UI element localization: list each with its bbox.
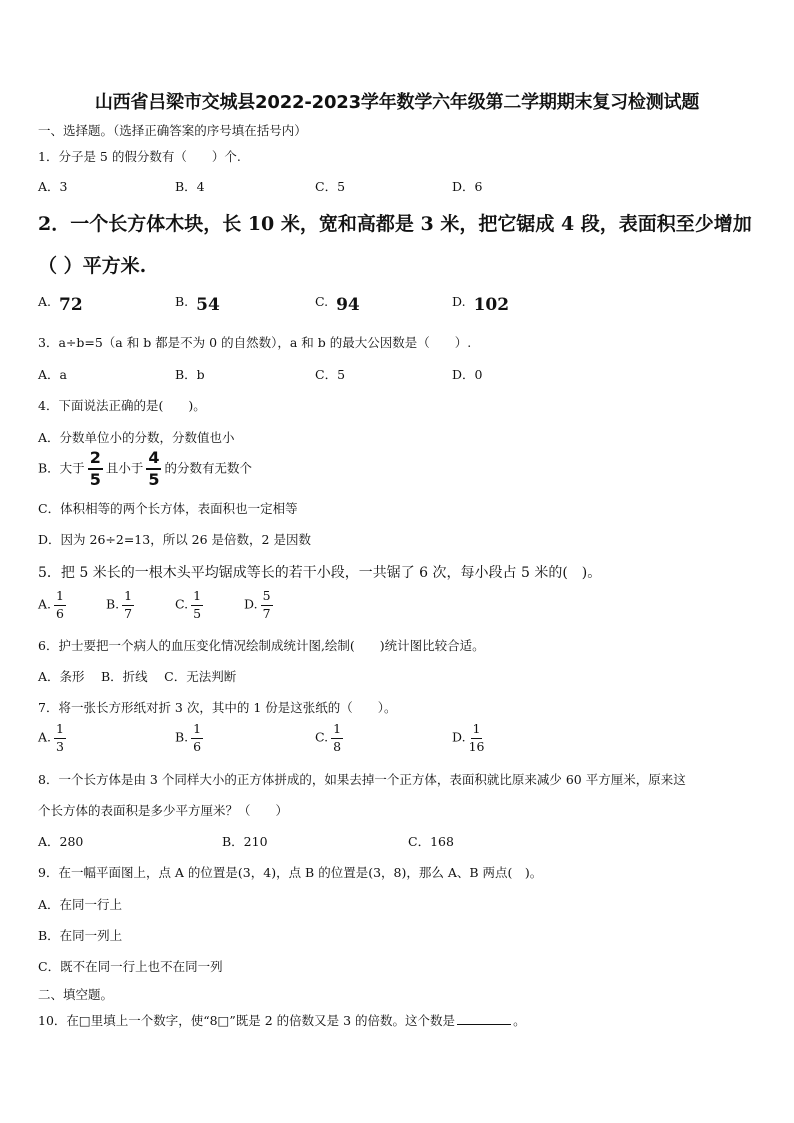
denominator: 3: [56, 738, 64, 754]
numerator: 5: [261, 590, 273, 606]
q2-option-d-label: D.: [452, 294, 466, 309]
q2-option-c: [315, 294, 360, 315]
q9-option-b: B．在同一列上: [38, 928, 123, 943]
denominator: 6: [56, 605, 64, 621]
question-9: 9．在一幅平面图上，点 A 的位置是(3，4)，点 B 的位置是(3，8)，那么 A、B 两点( )。: [38, 865, 543, 880]
section-heading-fill: 二、填空题。: [38, 987, 114, 1002]
fraction: [122, 590, 134, 620]
section-heading-choice: 一、选择题。（选择正确答案的序号填在括号内）: [38, 123, 307, 138]
q9-option-c: C．既不在同一行上也不在同一列: [38, 959, 223, 974]
q2-option-b-label: B.: [175, 294, 189, 309]
option-label: A.: [38, 596, 52, 612]
fraction: [261, 590, 273, 620]
q10-end: 。: [513, 1013, 526, 1028]
answer-blank[interactable]: [457, 1013, 511, 1025]
fraction: [191, 590, 203, 620]
q4-b-prefix: B．大于: [38, 460, 85, 476]
q2-option-b-value: 54: [196, 295, 220, 315]
numerator: 1: [122, 590, 134, 606]
denominator: 6: [193, 738, 202, 754]
q5-option-c: [175, 590, 206, 620]
numerator: 1: [54, 723, 66, 739]
denominator: 7: [124, 605, 133, 621]
question-4: 4．下面说法正确的是( )。: [38, 398, 206, 413]
q5-option-d: [244, 590, 276, 620]
denominator: 5: [89, 470, 101, 489]
q7-option-c: [315, 723, 346, 753]
q3-option-d: D．0: [452, 367, 483, 382]
q4-b-suffix: 的分数有无数个: [164, 460, 252, 476]
q2-option-a-label: A.: [38, 294, 52, 309]
denominator: 5: [193, 605, 202, 621]
option-label: B.: [106, 596, 120, 612]
fraction: [54, 723, 66, 753]
question-2-line-1: 2．一个长方体木块，长 10 米，宽和高都是 3 米，把它锯成 4 段，表面积至少增加: [38, 213, 752, 235]
q2-option-a: [38, 294, 83, 315]
fraction: [469, 723, 485, 753]
q2-option-a-value: 72: [59, 295, 83, 315]
q5-option-b: [106, 590, 137, 620]
q3-option-c: C．5: [315, 367, 346, 382]
q4-option-a: A．分数单位小的分数，分数值也小: [38, 430, 235, 445]
q7-option-a: [38, 723, 69, 753]
numerator: 1: [331, 723, 343, 739]
q6-options: A．条形 B．折线 C．无法判断: [38, 669, 237, 684]
q4-option-b: [38, 450, 252, 488]
fraction: [191, 723, 203, 753]
q2-option-d-value: 102: [473, 295, 510, 315]
numerator: 2: [88, 450, 103, 470]
numerator: 4: [146, 450, 161, 470]
q2-option-c-value: 94: [336, 295, 360, 315]
numerator: 1: [471, 723, 483, 739]
q7-option-b: [175, 723, 206, 753]
q2-option-b: [175, 294, 220, 315]
option-label: B.: [175, 729, 189, 745]
option-label: A.: [38, 729, 52, 745]
question-1: 1．分子是 5 的假分数有（ ）个.: [38, 149, 241, 164]
option-label: D.: [244, 596, 258, 612]
page-title: 山西省吕梁市交城县2022-2023学年数学六年级第二学期期末复习检测试题: [94, 92, 700, 113]
fraction: [331, 723, 343, 753]
q2-option-c-label: C.: [315, 294, 329, 309]
option-label: C.: [315, 729, 329, 745]
question-7: 7．将一张长方形纸对折 3 次，其中的 1 份是这张纸的（ ）。: [38, 700, 397, 715]
q9-option-a: A．在同一行上: [38, 897, 123, 912]
q4-option-d: D．因为 26÷2=13，所以 26 是倍数，2 是因数: [38, 532, 311, 547]
denominator: 8: [333, 738, 342, 754]
q3-option-a: A．a: [38, 367, 67, 382]
q1-option-d: D．6: [452, 179, 483, 194]
denominator: 5: [148, 470, 160, 489]
q8-option-b: B．210: [222, 834, 268, 849]
numerator: 1: [54, 590, 66, 606]
question-2-line-2: （ ）平方米.: [38, 255, 147, 277]
denominator: 7: [262, 605, 271, 621]
question-8-line-1: 8．一个长方体是由 3 个同样大小的正方体拼成的，如果去掉一个正方体，表面积就比原来减少 60 平方厘米，原来这: [38, 772, 686, 787]
question-6: 6．护士要把一个病人的血压变化情况绘制成统计图,绘制( )统计图比较合适。: [38, 638, 485, 653]
q8-option-a: A．280: [38, 834, 84, 849]
q1-option-c: C．5: [315, 179, 346, 194]
denominator: 16: [468, 738, 485, 754]
question-3: 3．a÷b=5（a 和 b 都是不为 0 的自然数），a 和 b 的最大公因数是（ ）.: [38, 335, 472, 350]
q1-option-b: B．4: [175, 179, 205, 194]
q4-b-middle: 且小于: [105, 460, 144, 476]
numerator: 1: [191, 723, 203, 739]
option-label: C.: [175, 596, 189, 612]
question-5: 5．把 5 米长的一根木头平均锯成等长的若干小段，一共锯了 6 次，每小段占 5 米的( )。: [38, 565, 602, 581]
q5-option-a: [38, 590, 69, 620]
fraction: [146, 450, 161, 488]
q1-option-a: A．3: [38, 179, 68, 194]
q3-option-b: B．b: [175, 367, 205, 382]
q8-option-c: C．168: [408, 834, 454, 849]
numerator: 1: [191, 590, 203, 606]
q7-option-d: [452, 723, 487, 753]
option-label: D.: [452, 729, 466, 745]
q4-option-c: C．体积相等的两个长方体，表面积也一定相等: [38, 501, 298, 516]
q2-option-d: [452, 294, 509, 315]
question-8-line-2: 个长方体的表面积是多少平方厘米？（ ）: [38, 803, 289, 818]
fraction: [54, 590, 66, 620]
fraction: [88, 450, 103, 488]
q10-text: 10．在□里填上一个数字，使“8□”既是 2 的倍数又是 3 的倍数。这个数是: [38, 1013, 456, 1028]
question-10: [38, 1011, 526, 1029]
